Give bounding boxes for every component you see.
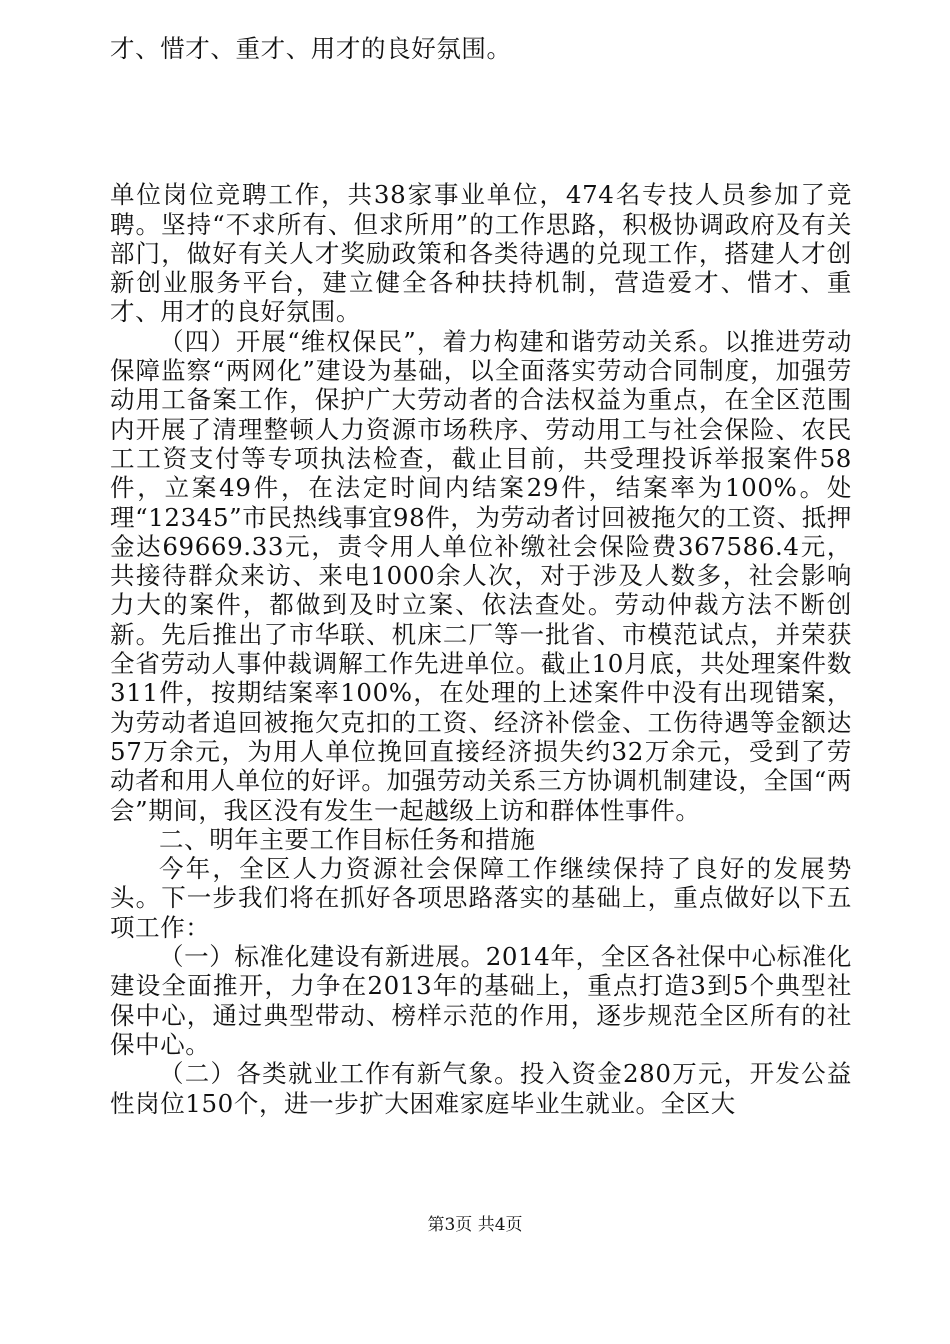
section-heading: 二、明年主要工作目标任务和措施 (159, 824, 536, 854)
blank-space (110, 63, 852, 180)
paragraph-item-two: （二）各类就业工作有新气象。投入资金280万元，开发公益性岗位150个，进一步扩大困难家庭毕业生就业。全区大 (110, 1059, 852, 1118)
paragraph-fragment: 才、惜才、重才、用才的良好氛围。 (110, 34, 512, 63)
paragraph: 单位岗位竞聘工作，共38家事业单位，474名专技人员参加了竞聘。坚持“不求所有、但求所用”的工作思路，积极协调政府及有关部门，做好有关人才奖励政策和各类待遇的兑现工作，搭建人才创新创业服务平台，建立健全各种扶持机制，营造爱才、惜才、重才、用才的良好氛围。 (110, 180, 852, 327)
document-body (110, 34, 852, 1118)
paragraph-section-four: （四）开展“维权保民”，着力构建和谐劳动关系。以推进劳动保障监察“两网化”建设为基础，以全面落实劳动合同制度，加强劳动用工备案工作，保护广大劳动者的合法权益为重点，在全区范围内开展了清理整顿人力资源市场秩序、劳动用工与社会保险、农民工工资支付等专项执法检查，截止目前，共受理投诉举报案件58件，立案49件，在法定时间内结案29件，结案率为100%。处理“12345”市民热线事宜98件，为劳动者讨回被拖欠的工资、抵押金达69669.33元，责令用人单位补缴社会保险费367586.4元，共接待群众来访、来电1000余人次，对于涉及人数多，社会影响力大的案件，都做到及时立案、依法查处。劳动仲裁方法不断创新。先后推出了市华联、机床二厂等一批省、市模范试点，并荣获全省劳动人事仲裁调解工作先进单位。截止10月底，共处理案件数311件，按期结案率100%，在处理的上述案件中没有出现错案，为劳动者追回被拖欠克扣的工资、经济补偿金、工伤待遇等金额达57万余元，为用人单位挽回直接经济损失约32万余元，受到了劳动者和用人单位的好评。加强劳动关系三方协调机制建设，全国“两会”期间，我区没有发生一起越级上访和群体性事件。 (110, 326, 852, 825)
paragraph-item-one: （一）标准化建设有新进展。2014年，全区各社保中心标准化建设全面推开，力争在2013年的基础上，重点打造3到5个典型社保中心，通过典型带动、榜样示范的作用，逐步规范全区所有的社保中心。 (110, 942, 852, 1059)
paragraph: 今年，全区人力资源社会保障工作继续保持了良好的发展势头。下一步我们将在抓好各项思路落实的基础上，重点做好以下五项工作： (110, 854, 852, 942)
page-footer: 第3页 共4页 (427, 1215, 523, 1235)
